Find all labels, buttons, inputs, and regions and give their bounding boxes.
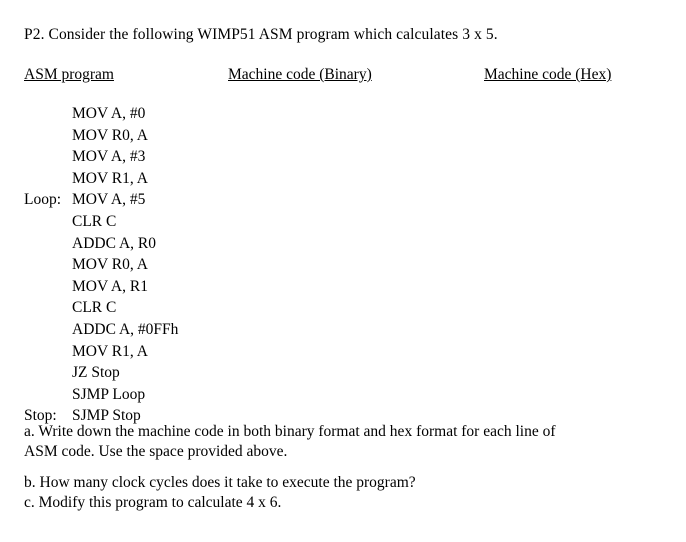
code-line: [24, 233, 444, 255]
code-line: [24, 189, 444, 211]
column-header-asm: ASM program: [24, 66, 114, 83]
column-headers: [0, 66, 686, 88]
code-line: [24, 254, 444, 276]
column-header-binary: Machine code (Binary): [228, 66, 372, 83]
code-instruction: MOV A, R1: [72, 277, 148, 295]
code-line: [24, 384, 444, 406]
code-instruction: MOV A, #5: [72, 191, 146, 209]
page-title: P2. Consider the following WIMP51 ASM program which calculates 3 x 5.: [24, 26, 498, 43]
code-instruction: SJMP Stop: [72, 407, 141, 425]
questions-section: [24, 422, 664, 512]
code-instruction: MOV R1, A: [72, 169, 148, 187]
asm-program-listing: [24, 103, 444, 427]
code-line: [24, 341, 444, 363]
code-line: [24, 103, 444, 125]
code-line: [24, 146, 444, 168]
code-instruction: SJMP Loop: [72, 385, 146, 403]
code-instruction: MOV A, #3: [72, 148, 146, 166]
code-label: Loop:: [24, 191, 62, 209]
code-instruction: JZ Stop: [72, 364, 120, 382]
question-c: c. Modify this program to calculate 4 x 6.: [24, 493, 282, 511]
column-header-hex: Machine code (Hex): [484, 66, 612, 83]
code-line: [24, 362, 444, 384]
code-instruction: CLR C: [72, 299, 117, 317]
code-instruction: ADDC A, #0FFh: [72, 320, 179, 338]
code-line: [24, 125, 444, 147]
code-line: [24, 168, 444, 190]
code-line: [24, 319, 444, 341]
code-instruction: CLR C: [72, 212, 117, 230]
code-instruction: MOV R0, A: [72, 256, 148, 274]
code-instruction: ADDC A, R0: [72, 234, 156, 252]
code-label: Stop:: [24, 407, 57, 425]
question-b: b. How many clock cycles does it take to execute the program?: [24, 474, 416, 492]
question-a: [24, 422, 664, 461]
code-line: [24, 276, 444, 298]
code-line: [24, 297, 444, 319]
question-a-line2: ASM code. Use the space provided above.: [24, 442, 288, 460]
code-instruction: MOV R0, A: [72, 126, 148, 144]
question-a-line1: a. Write down the machine code in both binary format and hex format for each line of: [24, 423, 556, 440]
code-instruction: MOV R1, A: [72, 342, 148, 360]
code-line: [24, 211, 444, 233]
code-instruction: MOV A, #0: [72, 105, 146, 122]
